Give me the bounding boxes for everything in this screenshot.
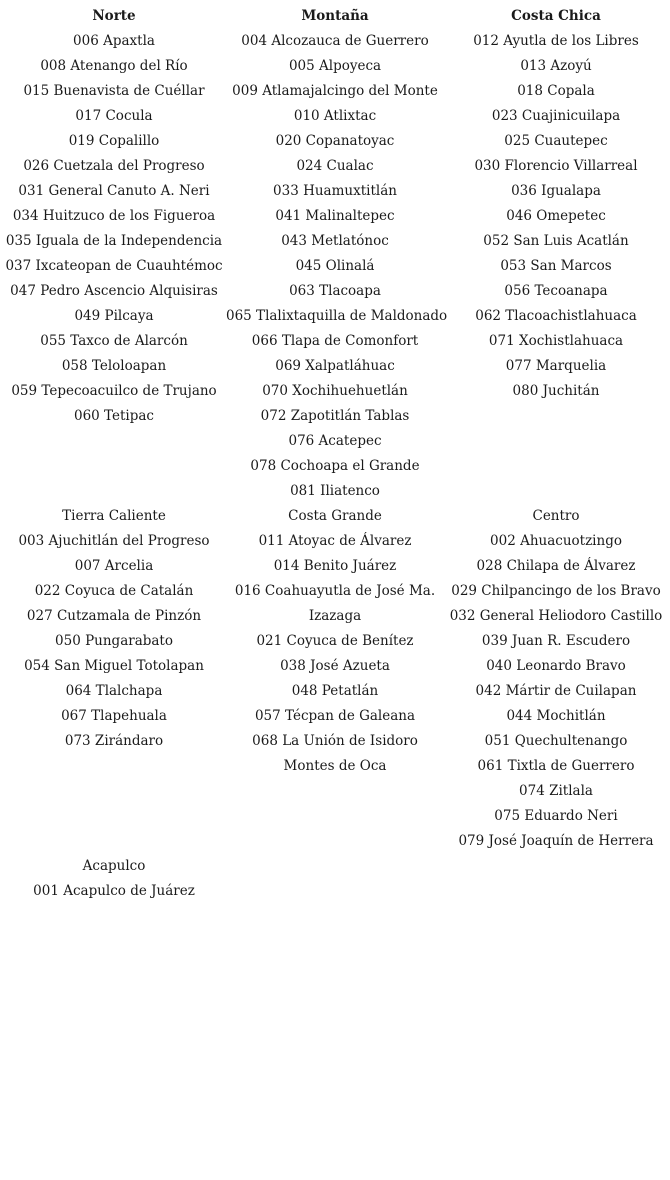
region-header-centro: Centro xyxy=(532,508,580,524)
municipality-item: 006 Apaxtla xyxy=(73,33,155,49)
municipality-item: 002 Ahuacuotzingo xyxy=(490,533,622,549)
municipality-item: 046 Omepetec xyxy=(506,208,606,224)
municipality-item: 054 San Miguel Totolapan xyxy=(24,658,204,674)
municipality-item: 008 Atenango del Río xyxy=(40,58,188,74)
municipality-item: 045 Olinalá xyxy=(295,258,375,274)
municipality-item: 068 La Unión de Isidoro Montes de Oca xyxy=(252,733,418,774)
municipality-item: 010 Atlixtac xyxy=(293,108,377,124)
region-montana xyxy=(226,4,448,504)
municipality-item: 051 Quechultenango xyxy=(484,733,628,749)
municipality-item: 038 José Azueta xyxy=(280,658,390,674)
municipality-item: 001 Acapulco de Juárez xyxy=(33,883,195,899)
region-norte xyxy=(2,4,226,504)
municipality-item: 012 Ayutla de los Libres xyxy=(473,33,639,49)
municipality-item: 026 Cuetzala del Progreso xyxy=(23,158,205,174)
municipality-item: 022 Coyuca de Catalán xyxy=(34,583,194,599)
municipality-item: 036 Igualapa xyxy=(511,183,601,199)
region-tierra-caliente xyxy=(2,504,226,854)
municipality-item: 065 Tlalixtaquilla de Maldonado xyxy=(226,308,448,324)
municipality-item: 020 Copanatoyac xyxy=(275,133,395,149)
empty-cell xyxy=(444,854,668,904)
municipality-item: 070 Xochihuehuetlán xyxy=(262,383,408,399)
municipality-list-centro xyxy=(444,529,668,854)
municipality-list-costa-grande xyxy=(226,529,444,779)
municipality-item: 018 Copala xyxy=(517,83,595,99)
municipality-item: 079 José Joaquín de Herrera xyxy=(458,833,654,849)
municipality-item: 030 Florencio Villarreal xyxy=(474,158,638,174)
municipality-item: 005 Alpoyeca xyxy=(288,58,382,74)
municipality-item: 040 Leonardo Bravo xyxy=(486,658,626,674)
region-costa-grande xyxy=(226,504,444,854)
municipality-item: 027 Cutzamala de Pinzón xyxy=(26,608,202,624)
municipality-list-norte xyxy=(2,29,226,429)
municipality-item: 069 Xalpatláhuac xyxy=(275,358,395,374)
municipality-item: 015 Buenavista de Cuéllar xyxy=(23,83,205,99)
municipality-item: 013 Azoyú xyxy=(520,58,592,74)
region-centro xyxy=(444,504,668,854)
municipality-list-costa-chica xyxy=(444,29,668,404)
regions-row-3 xyxy=(2,854,668,904)
municipality-item: 081 Iliatenco xyxy=(290,483,380,499)
region-header-costa-chica: Costa Chica xyxy=(511,8,601,24)
municipality-item: 048 Petatlán xyxy=(291,683,379,699)
municipality-item: 067 Tlapehuala xyxy=(61,708,167,724)
municipality-item: 071 Xochistlahuaca xyxy=(488,333,624,349)
municipality-item: 016 Coahuayutla de José Ma. Izazaga xyxy=(234,583,436,624)
region-costa-chica xyxy=(444,4,668,504)
municipality-item: 066 Tlapa de Comonfort xyxy=(251,333,419,349)
municipality-item: 007 Arcelia xyxy=(74,558,154,574)
municipality-item: 077 Marquelia xyxy=(505,358,607,374)
municipality-item: 050 Pungarabato xyxy=(55,633,173,649)
municipality-item: 044 Mochitlán xyxy=(506,708,606,724)
municipality-item: 043 Metlatónoc xyxy=(281,233,389,249)
municipality-item: 074 Zitlala xyxy=(519,783,593,799)
municipality-item: 056 Tecoanapa xyxy=(504,283,608,299)
municipality-item: 009 Atlamajalcingo del Monte xyxy=(232,83,438,99)
municipality-item: 029 Chilpancingo de los Bravo xyxy=(451,583,661,599)
municipality-item: 052 San Luis Acatlán xyxy=(483,233,629,249)
municipality-item: 076 Acatepec xyxy=(288,433,382,449)
municipality-item: 078 Cochoapa el Grande xyxy=(250,458,420,474)
municipality-item: 021 Coyuca de Benítez xyxy=(256,633,414,649)
municipality-item: 034 Huitzuco de los Figueroa xyxy=(12,208,216,224)
municipality-item: 061 Tixtla de Guerrero xyxy=(477,758,635,774)
municipality-item: 039 Juan R. Escudero xyxy=(481,633,631,649)
region-header-montana: Montaña xyxy=(301,8,369,24)
municipality-item: 063 Tlacoapa xyxy=(289,283,381,299)
municipality-item: 024 Cualac xyxy=(296,158,374,174)
region-header-norte: Norte xyxy=(92,8,136,24)
municipality-item: 035 Iguala de la Independencia xyxy=(5,233,223,249)
region-acapulco xyxy=(2,854,226,904)
municipality-item: 047 Pedro Ascencio Alquisiras xyxy=(10,283,218,299)
municipality-item: 053 San Marcos xyxy=(500,258,612,274)
municipality-item: 075 Eduardo Neri xyxy=(494,808,618,824)
municipality-item: 059 Tepecoacuilco de Trujano xyxy=(11,383,217,399)
municipality-item: 028 Chilapa de Álvarez xyxy=(476,558,636,574)
municipality-item: 032 General Heliodoro Castillo xyxy=(449,608,663,624)
region-header-acapulco: Acapulco xyxy=(82,858,146,874)
region-header-tierra-caliente: Tierra Caliente xyxy=(62,508,166,524)
municipality-item: 014 Benito Juárez xyxy=(273,558,397,574)
regions-table xyxy=(2,4,668,904)
municipality-item: 049 Pilcaya xyxy=(74,308,154,324)
municipality-list-montana xyxy=(226,29,448,504)
municipality-item: 073 Zirándaro xyxy=(64,733,164,749)
regions-row-1 xyxy=(2,4,668,504)
municipality-item: 080 Juchitán xyxy=(512,383,600,399)
municipality-item: 003 Ajuchitlán del Progreso xyxy=(18,533,210,549)
municipality-item: 004 Alcozauca de Guerrero xyxy=(241,33,429,49)
empty-cell xyxy=(226,854,444,904)
regions-row-2 xyxy=(2,504,668,854)
municipality-list-tierra-caliente xyxy=(2,529,226,754)
municipality-item: 031 General Canuto A. Neri xyxy=(18,183,210,199)
municipality-item: 064 Tlalchapa xyxy=(65,683,163,699)
municipality-list-acapulco xyxy=(2,879,226,904)
municipality-item: 037 Ixcateopan de Cuauhtémoc xyxy=(5,258,223,274)
municipality-item: 019 Copalillo xyxy=(68,133,160,149)
municipality-item: 011 Atoyac de Álvarez xyxy=(258,533,412,549)
municipality-item: 058 Teloloapan xyxy=(61,358,167,374)
municipality-item: 072 Zapotitlán Tablas xyxy=(260,408,410,424)
municipality-item: 023 Cuajinicuilapa xyxy=(491,108,621,124)
municipality-item: 055 Taxco de Alarcón xyxy=(40,333,188,349)
municipality-item: 042 Mártir de Cuilapan xyxy=(475,683,637,699)
municipality-item: 033 Huamuxtitlán xyxy=(273,183,397,199)
municipality-item: 057 Técpan de Galeana xyxy=(254,708,416,724)
municipality-item: 041 Malinaltepec xyxy=(275,208,395,224)
municipality-item: 017 Cocula xyxy=(75,108,153,124)
region-header-costa-grande: Costa Grande xyxy=(288,508,382,524)
municipality-item: 060 Tetipac xyxy=(74,408,154,424)
municipality-item: 025 Cuautepec xyxy=(504,133,608,149)
municipality-item: 062 Tlacoachistlahuaca xyxy=(475,308,637,324)
